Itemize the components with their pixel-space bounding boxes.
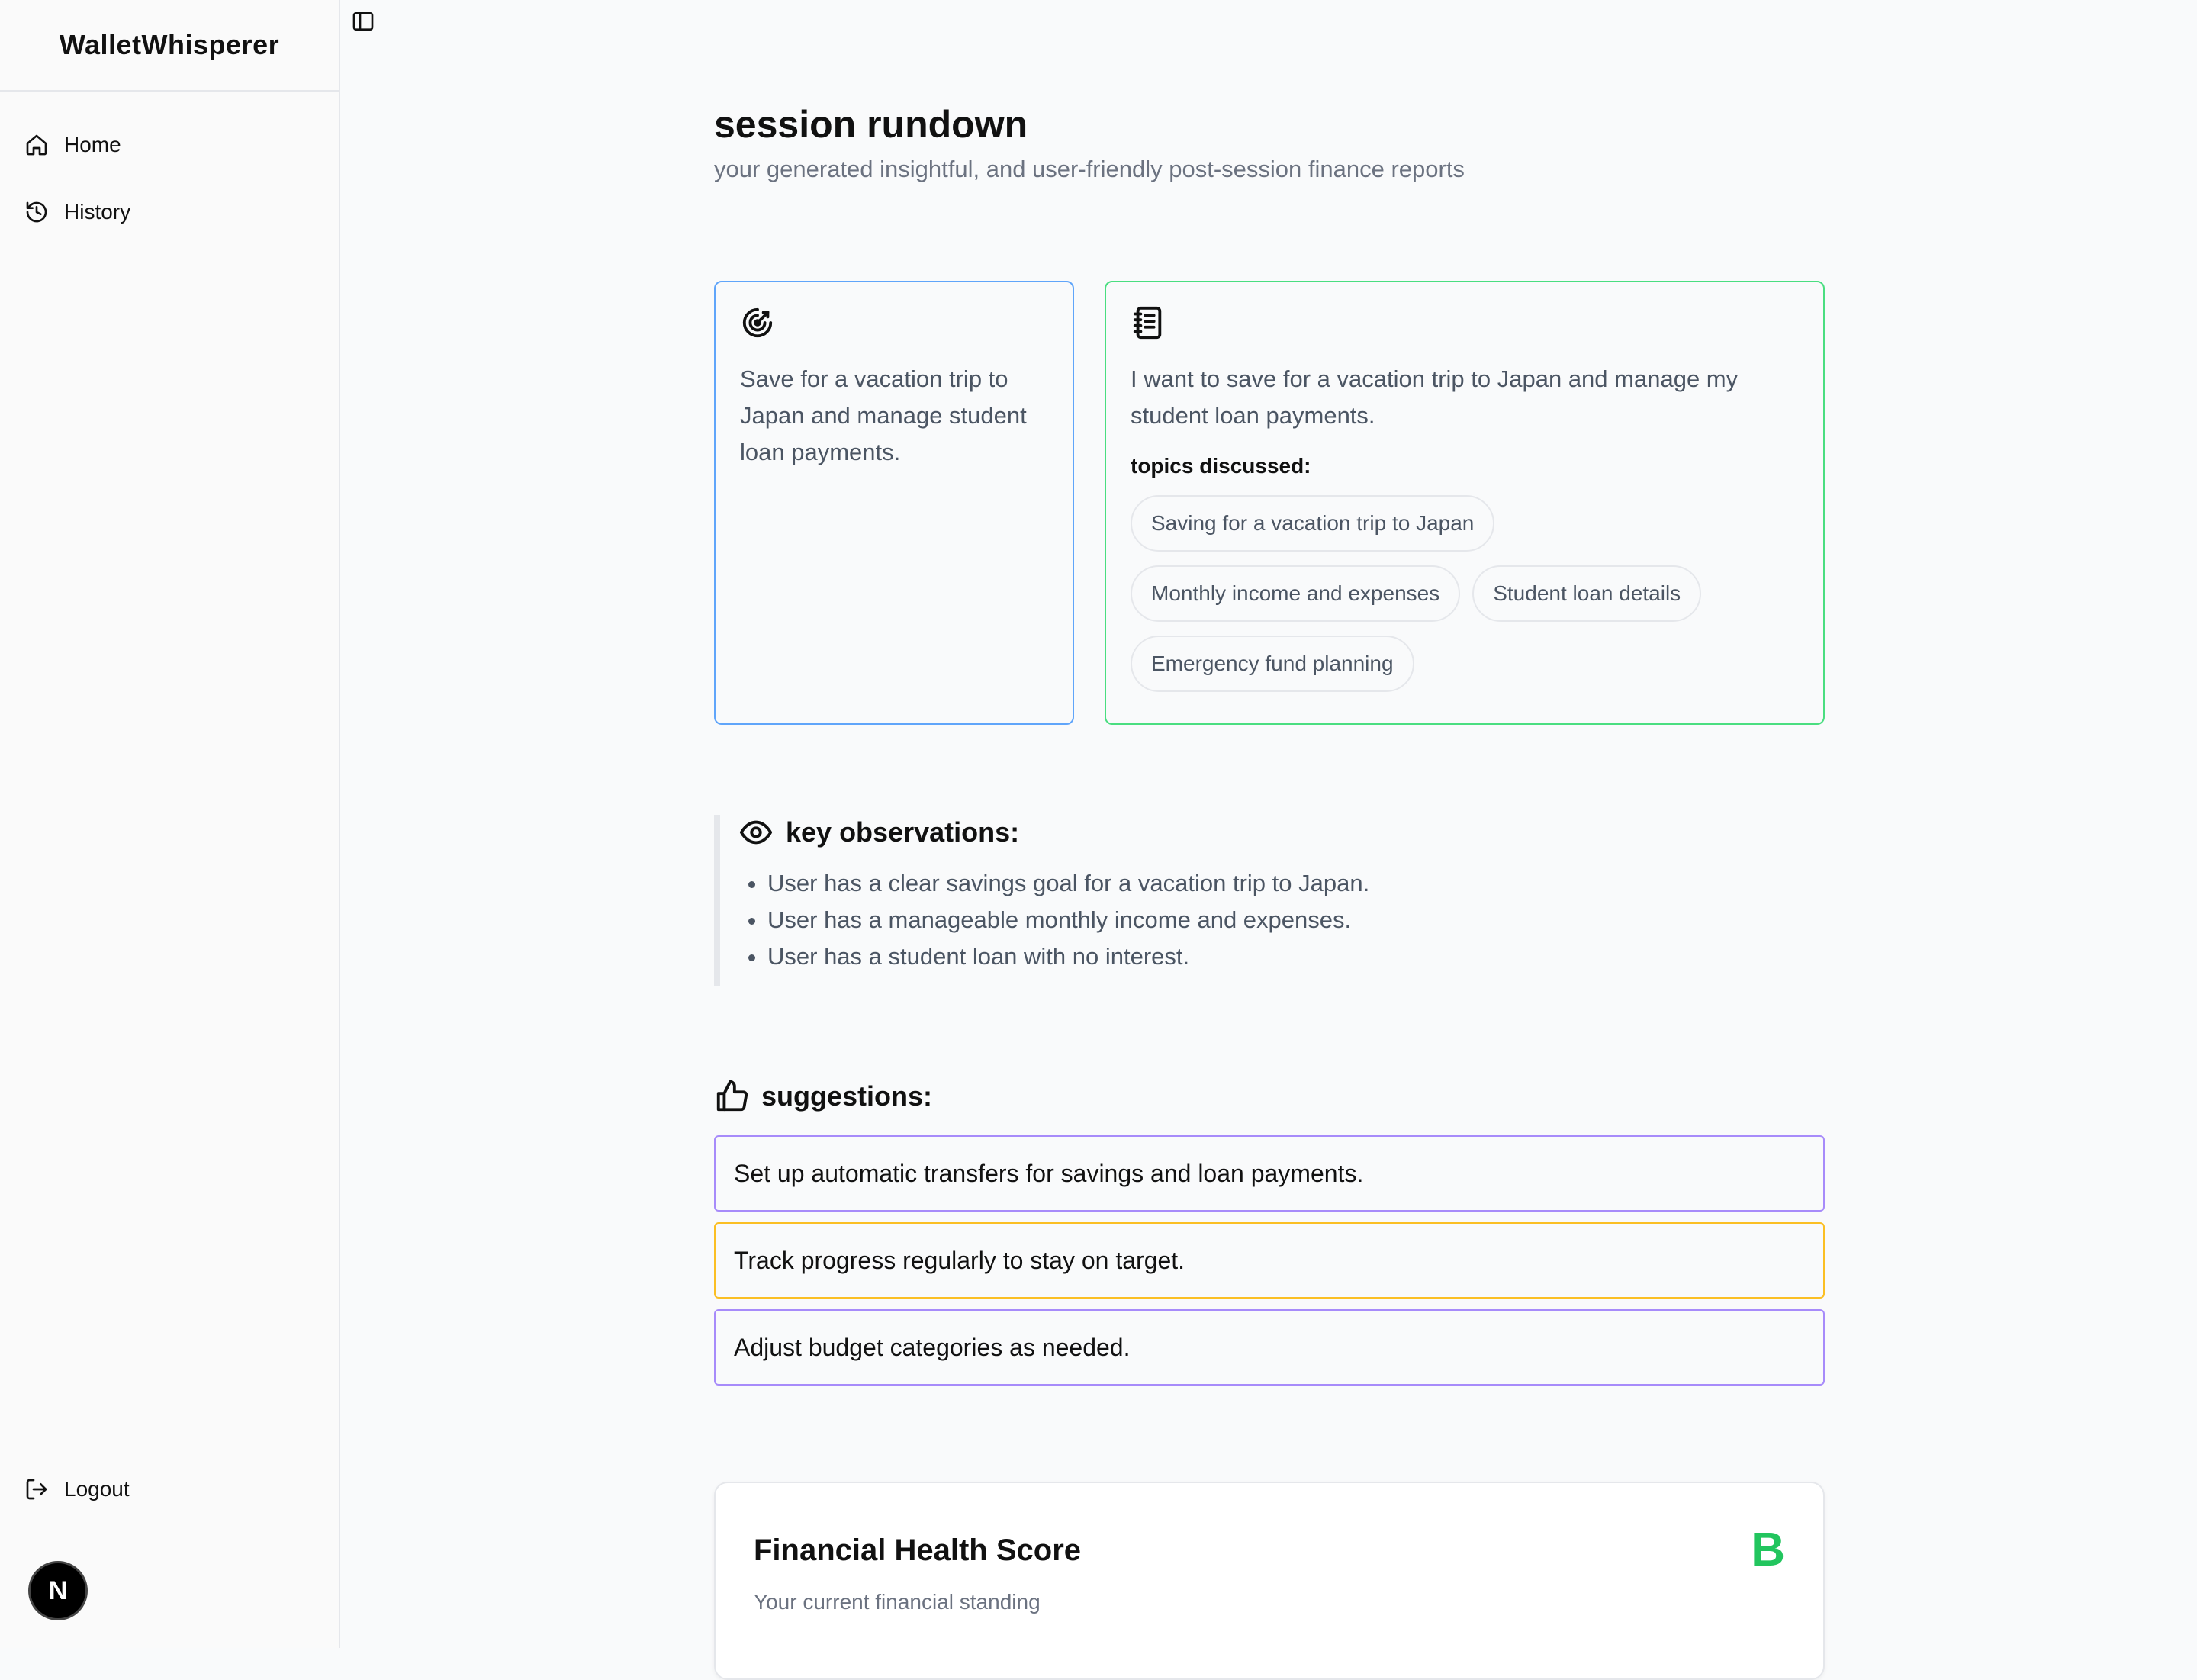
topics-list xyxy=(1131,495,1802,692)
logout-icon xyxy=(24,1477,49,1501)
list-item: • User has a clear savings goal for a vacation trip to Japan. xyxy=(767,865,1477,902)
topic-chip[interactable]: Saving for a vacation trip to Japan xyxy=(1131,495,1494,552)
suggestions xyxy=(714,1079,1825,1386)
key-observations xyxy=(714,815,1477,986)
brand-logo[interactable]: WalletWhisperer xyxy=(0,0,339,92)
avatar[interactable] xyxy=(28,1561,88,1620)
history-icon xyxy=(24,200,49,224)
observations-title: key observations: xyxy=(786,816,1020,848)
topic-chip[interactable]: Emergency fund planning xyxy=(1131,636,1414,692)
sidebar-item-history[interactable] xyxy=(0,185,339,240)
avatar-initial: N xyxy=(48,1575,68,1605)
observations-heading xyxy=(738,815,1477,850)
observations-list xyxy=(738,865,1477,975)
topic-chip[interactable]: Monthly income and expenses xyxy=(1131,565,1460,622)
notebook-icon xyxy=(1131,305,1166,340)
suggestion-item: Adjust budget categories as needed. xyxy=(714,1309,1825,1386)
logout-button[interactable] xyxy=(0,1462,363,1517)
suggestions-heading xyxy=(714,1079,1825,1114)
health-score-title: Financial Health Score xyxy=(754,1534,1082,1567)
sidebar-nav xyxy=(0,92,339,240)
sidebar-item-home[interactable] xyxy=(0,117,339,172)
list-item: • User has a manageable monthly income and expenses. xyxy=(767,902,1477,938)
sidebar-toggle-icon[interactable] xyxy=(351,9,375,34)
sidebar xyxy=(0,0,340,1648)
topics-label: topics discussed: xyxy=(1131,454,1311,478)
suggestion-item: Set up automatic transfers for savings and loan payments. xyxy=(714,1135,1825,1212)
sidebar-item-label: Home xyxy=(64,133,121,156)
page-title: session rundown xyxy=(714,103,1028,146)
logout-label: Logout xyxy=(64,1477,130,1501)
summary-text: I want to save for a vacation trip to Japan and manage my student loan payments. xyxy=(1131,365,1739,429)
suggestion-item: Track progress regularly to stay on target. xyxy=(714,1222,1825,1299)
summary-card xyxy=(1105,281,1825,725)
goal-card xyxy=(714,281,1074,725)
target-icon xyxy=(740,305,775,340)
suggestions-title: suggestions: xyxy=(761,1080,933,1112)
page-subtitle: your generated insightful, and user-friendly post-session finance reports xyxy=(714,156,1465,182)
thumbs-up-icon xyxy=(714,1079,749,1114)
home-icon xyxy=(24,133,49,157)
financial-health-card xyxy=(714,1482,1825,1680)
eye-icon xyxy=(738,815,774,850)
sidebar-item-label: History xyxy=(64,200,131,224)
goal-text: Save for a vacation trip to Japan and manage student loan payments. xyxy=(740,365,1027,465)
health-score-subtitle: Your current financial standing xyxy=(754,1590,1041,1614)
topic-chip[interactable]: Student loan details xyxy=(1472,565,1701,622)
health-score-grade: B xyxy=(1751,1524,1785,1576)
list-item: • User has a student loan with no interest. xyxy=(767,938,1477,975)
